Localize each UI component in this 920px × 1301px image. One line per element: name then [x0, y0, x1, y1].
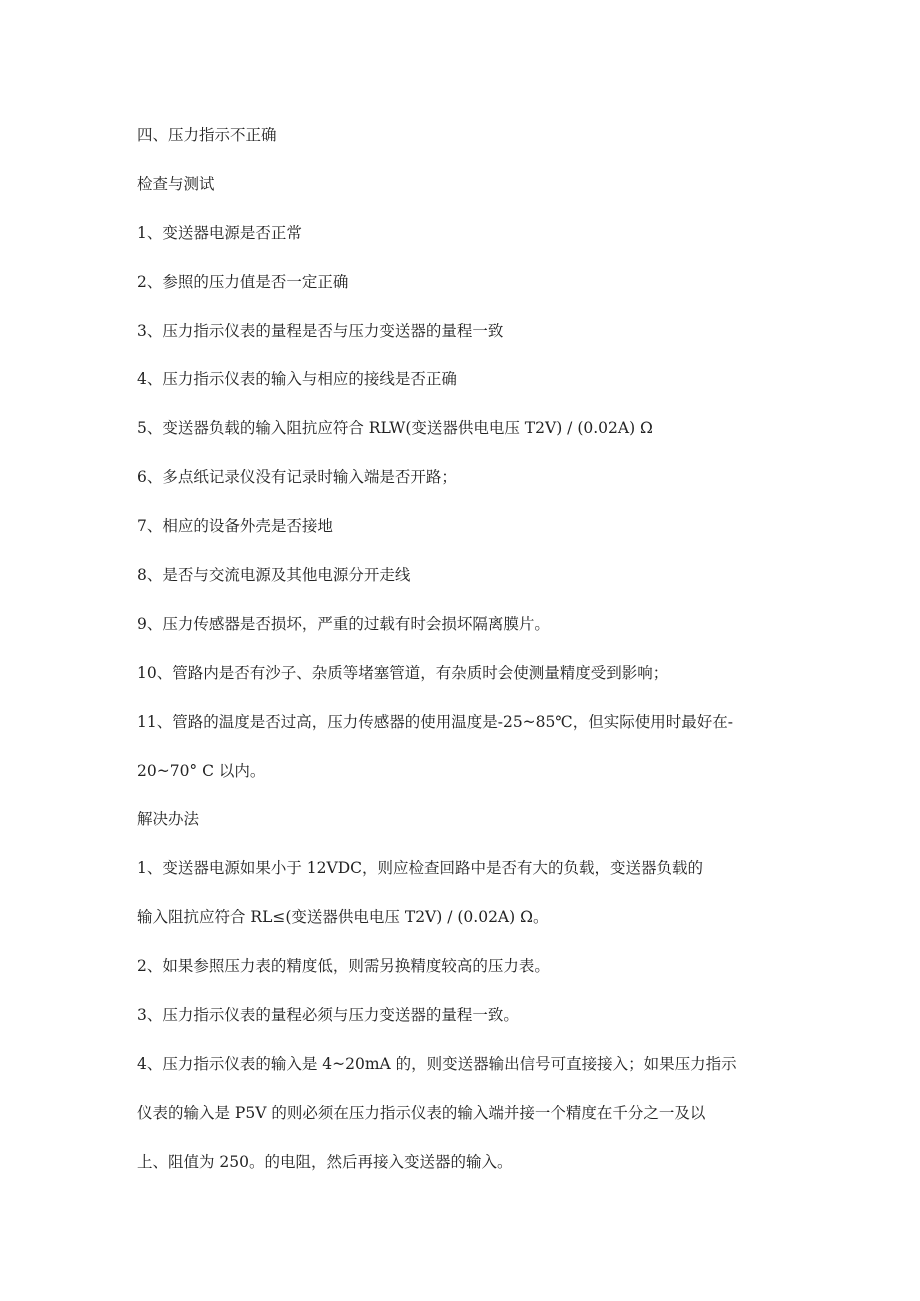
check-item-2: 2、参照的压力值是否一定正确 — [137, 272, 349, 291]
check-item-6: 6、多点纸记录仪没有记录时输入端是否开路； — [137, 468, 457, 487]
subheading-inspection-testing: 检查与测试 — [137, 174, 215, 193]
check-item-5: 5、变送器负载的输入阻抗应符合 RLW(变送器供电电压 T2V) / (0.02A) Ω — [137, 419, 653, 438]
solution-item-3: 3、压力指示仪表的量程必须与压力变送器的量程一致。 — [137, 1006, 519, 1025]
check-item-3: 3、压力指示仪表的量程是否与压力变送器的量程一致 — [137, 321, 504, 340]
check-item-7: 7、相应的设备外壳是否接地 — [137, 517, 333, 536]
section-heading-pressure-indication: 四、压力指示不正确 — [137, 126, 277, 144]
check-item-1: 1、变送器电源是否正常 — [137, 223, 302, 242]
solution-item-2: 2、如果参照压力表的精度低，则需另换精度较高的压力表。 — [137, 957, 550, 976]
check-item-11: 11、管路的温度是否过高，压力传感器的使用温度是-25~85℃，但实际使用时最好在- — [137, 712, 733, 731]
solution-item-1-continued: 输入阻抗应符合 RL≤(变送器供电电压 T2V) / (0.02A) Ω。 — [137, 908, 549, 927]
check-item-10: 10、管路内是否有沙子、杂质等堵塞管道，有杂质时会使测量精度受到影响； — [137, 663, 669, 682]
subheading-solutions: 解决办法 — [137, 810, 200, 829]
check-item-9: 9、压力传感器是否损坏，严重的过载有时会损坏隔离膜片。 — [137, 614, 550, 633]
solution-item-4-continued: 仪表的输入是 P5V 的则必须在压力指示仪表的输入端并接一个精度在千分之一及以 — [137, 1103, 706, 1122]
document-body — [137, 118, 787, 1194]
solution-item-1: 1、变送器电源如果小于 12VDC，则应检查回路中是否有大的负载，变送器负载的 — [137, 859, 703, 878]
check-item-8: 8、是否与交流电源及其他电源分开走线 — [137, 566, 411, 585]
solution-item-4-continued-2: 上、阻值为 250。的电阻，然后再接入变送器的输入。 — [137, 1152, 513, 1171]
check-item-4: 4、压力指示仪表的输入与相应的接线是否正确 — [137, 370, 457, 389]
check-item-11-continued: 20~70° C 以内。 — [137, 761, 266, 780]
solution-item-4: 4、压力指示仪表的输入是 4~20mA 的，则变送器输出信号可直接接入；如果压力指示 — [137, 1054, 737, 1073]
